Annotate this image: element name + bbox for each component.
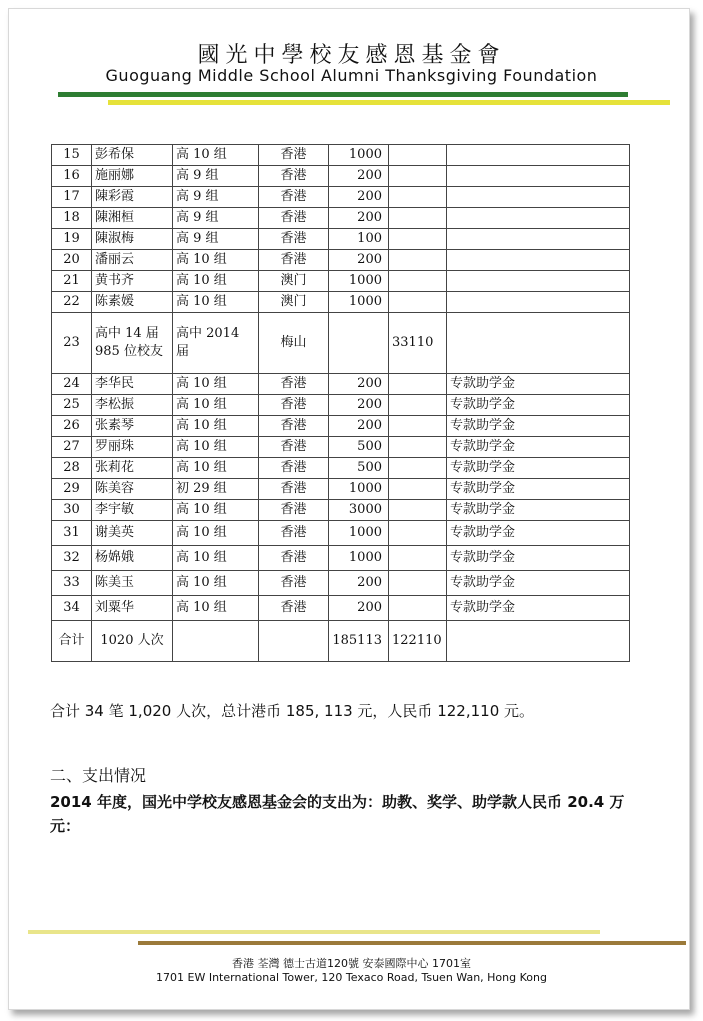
- table-row: [52, 521, 630, 546]
- amount-hkd: 1000: [329, 479, 389, 500]
- donor-name: 张莉花: [92, 458, 173, 479]
- amount-rmb: [389, 596, 447, 621]
- row-number: 20: [52, 250, 92, 271]
- amount-hkd: 200: [329, 596, 389, 621]
- amount-hkd: 200: [329, 208, 389, 229]
- donor-name: 陳彩霞: [92, 187, 173, 208]
- donor-name: 李松振: [92, 395, 173, 416]
- donor-class: 高 10 组: [173, 546, 259, 571]
- amount-hkd: 1000: [329, 546, 389, 571]
- row-number: 34: [52, 596, 92, 621]
- amount-rmb: [389, 571, 447, 596]
- foundation-title-chinese: 國光中學校友感恩基金會: [197, 43, 506, 68]
- table-row: [52, 145, 630, 166]
- note: [447, 187, 630, 208]
- donor-place: 香港: [259, 437, 329, 458]
- donor-name: 杨婂娥: [92, 546, 173, 571]
- address-english: 1701 EW International Tower, 120 Texaco Road, Tsuen Wan, Hong Kong: [156, 971, 547, 984]
- amount-rmb: [389, 250, 447, 271]
- note: 专款助学金: [447, 521, 630, 546]
- table-row: [52, 571, 630, 596]
- note: [447, 229, 630, 250]
- row-number: 21: [52, 271, 92, 292]
- donor-name: 李华民: [92, 374, 173, 395]
- header-green-rule: [58, 92, 628, 97]
- note: 专款助学金: [447, 374, 630, 395]
- amount-hkd: 100: [329, 229, 389, 250]
- amount-hkd: 200: [329, 166, 389, 187]
- note: [447, 271, 630, 292]
- note: [447, 313, 630, 374]
- donor-place: 香港: [259, 250, 329, 271]
- amount-rmb: [389, 479, 447, 500]
- note: 专款助学金: [447, 571, 630, 596]
- note: [447, 166, 630, 187]
- note: 专款助学金: [447, 500, 630, 521]
- donor-place: 香港: [259, 521, 329, 546]
- note: 专款助学金: [447, 479, 630, 500]
- note: 专款助学金: [447, 458, 630, 479]
- donor-class: 高 9 组: [173, 229, 259, 250]
- table-row: [52, 500, 630, 521]
- amount-hkd: 200: [329, 187, 389, 208]
- row-number: 27: [52, 437, 92, 458]
- row-number: 23: [52, 313, 92, 374]
- amount-hkd: 200: [329, 395, 389, 416]
- donor-name: 彭希保: [92, 145, 173, 166]
- amount-hkd: 500: [329, 437, 389, 458]
- donor-class: 高 9 组: [173, 208, 259, 229]
- donor-name: 陳淑梅: [92, 229, 173, 250]
- note: 专款助学金: [447, 546, 630, 571]
- amount-hkd: 200: [329, 416, 389, 437]
- donor-place: 香港: [259, 416, 329, 437]
- donor-class: 高 10 组: [173, 292, 259, 313]
- donor-class: 高 9 组: [173, 187, 259, 208]
- row-number: 22: [52, 292, 92, 313]
- note: [447, 208, 630, 229]
- donor-name: 陈素媛: [92, 292, 173, 313]
- row-number: 17: [52, 187, 92, 208]
- donor-name: 谢美英: [92, 521, 173, 546]
- amount-rmb: [389, 458, 447, 479]
- table-row: [52, 250, 630, 271]
- donor-name: 张素琴: [92, 416, 173, 437]
- donor-name: 陳湘桓: [92, 208, 173, 229]
- total-rmb: 122110: [389, 621, 447, 662]
- donor-name: 刘粟华: [92, 596, 173, 621]
- amount-rmb: [389, 208, 447, 229]
- note: 专款助学金: [447, 437, 630, 458]
- donor-place: 香港: [259, 395, 329, 416]
- row-number: 31: [52, 521, 92, 546]
- amount-rmb: [389, 374, 447, 395]
- donor-name: 高中 14 届 985 位校友: [92, 313, 173, 374]
- amount-hkd: 500: [329, 458, 389, 479]
- note: [447, 250, 630, 271]
- amount-rmb: [389, 187, 447, 208]
- row-number: 28: [52, 458, 92, 479]
- donor-place: 香港: [259, 145, 329, 166]
- table-row: [52, 458, 630, 479]
- amount-rmb: [389, 166, 447, 187]
- donor-place: 香港: [259, 458, 329, 479]
- donor-class: 高 10 组: [173, 374, 259, 395]
- donor-place: 香港: [259, 166, 329, 187]
- donor-name: 潘丽云: [92, 250, 173, 271]
- table-row: [52, 546, 630, 571]
- donor-name: 罗丽珠: [92, 437, 173, 458]
- donor-class: 高 9 组: [173, 166, 259, 187]
- table-row: [52, 437, 630, 458]
- donor-class: 高 10 组: [173, 437, 259, 458]
- table-row: [52, 374, 630, 395]
- table-row: [52, 479, 630, 500]
- note: 专款助学金: [447, 596, 630, 621]
- table-row: [52, 187, 630, 208]
- table-row: [52, 166, 630, 187]
- row-number: 32: [52, 546, 92, 571]
- donor-name: 黄书齐: [92, 271, 173, 292]
- footer-brown-rule: [138, 941, 686, 945]
- table-row: [52, 395, 630, 416]
- donor-class: 高 10 组: [173, 416, 259, 437]
- table-row: [52, 271, 630, 292]
- total-label: 合计: [52, 621, 92, 662]
- amount-hkd: 200: [329, 374, 389, 395]
- donor-class: 高 10 组: [173, 271, 259, 292]
- donor-place: 香港: [259, 546, 329, 571]
- donation-table: [51, 144, 630, 662]
- table-row: [52, 229, 630, 250]
- total-hkd: 185113: [329, 621, 389, 662]
- row-number: 29: [52, 479, 92, 500]
- amount-hkd: 1000: [329, 145, 389, 166]
- amount-rmb: [389, 437, 447, 458]
- amount-hkd: 1000: [329, 292, 389, 313]
- donor-place: 香港: [259, 571, 329, 596]
- donor-class: 高 10 组: [173, 500, 259, 521]
- amount-rmb: [389, 145, 447, 166]
- amount-hkd: 1000: [329, 271, 389, 292]
- amount-hkd: [329, 313, 389, 374]
- amount-hkd: 200: [329, 250, 389, 271]
- row-number: 19: [52, 229, 92, 250]
- donor-place: 香港: [259, 208, 329, 229]
- amount-hkd: 200: [329, 571, 389, 596]
- donor-place: 香港: [259, 187, 329, 208]
- donor-place: 澳门: [259, 271, 329, 292]
- total-count: 1020 人次: [92, 621, 173, 662]
- table-row: [52, 416, 630, 437]
- donor-class: 高 10 组: [173, 521, 259, 546]
- amount-rmb: [389, 546, 447, 571]
- donor-place: 香港: [259, 479, 329, 500]
- total-note-cell: [447, 621, 630, 662]
- note: 专款助学金: [447, 416, 630, 437]
- amount-rmb: [389, 521, 447, 546]
- amount-rmb: [389, 292, 447, 313]
- row-number: 25: [52, 395, 92, 416]
- amount-rmb: [389, 416, 447, 437]
- address-chinese: 香港 荃灣 德士古道120號 安泰國際中心 1701室: [232, 957, 471, 970]
- amount-hkd: 3000: [329, 500, 389, 521]
- donor-place: 香港: [259, 596, 329, 621]
- row-number: 18: [52, 208, 92, 229]
- table-row: [52, 313, 630, 374]
- total-row: [52, 621, 630, 662]
- donor-class: 初 29 组: [173, 479, 259, 500]
- amount-rmb: 33110: [389, 313, 447, 374]
- table-row: [52, 596, 630, 621]
- note: 专款助学金: [447, 395, 630, 416]
- amount-rmb: [389, 271, 447, 292]
- row-number: 33: [52, 571, 92, 596]
- donor-class: 高 10 组: [173, 571, 259, 596]
- donor-place: 梅山: [259, 313, 329, 374]
- donor-name: 施丽娜: [92, 166, 173, 187]
- donor-class: 高 10 组: [173, 145, 259, 166]
- amount-rmb: [389, 500, 447, 521]
- expense-paragraph: 2014 年度，国光中学校友感恩基金会的支出为：助教、奖学、助学款人民币 20.4 万元：: [50, 793, 625, 835]
- note: [447, 292, 630, 313]
- row-number: 26: [52, 416, 92, 437]
- donor-name: 李宇敏: [92, 500, 173, 521]
- donor-class: 高中 2014 届: [173, 313, 259, 374]
- total-place-cell: [259, 621, 329, 662]
- row-number: 16: [52, 166, 92, 187]
- section-heading: 二、支出情况: [50, 766, 147, 785]
- row-number: 24: [52, 374, 92, 395]
- amount-hkd: 1000: [329, 521, 389, 546]
- header-yellow-rule: [108, 100, 670, 105]
- donor-class: 高 10 组: [173, 250, 259, 271]
- donor-class: 高 10 组: [173, 458, 259, 479]
- amount-rmb: [389, 395, 447, 416]
- donor-place: 香港: [259, 229, 329, 250]
- donor-class: 高 10 组: [173, 395, 259, 416]
- donor-place: 香港: [259, 374, 329, 395]
- row-number: 30: [52, 500, 92, 521]
- donor-place: 澳门: [259, 292, 329, 313]
- total-class-cell: [173, 621, 259, 662]
- table-row: [52, 208, 630, 229]
- summary-text: 合计 34 笔 1,020 人次，总计港币 185, 113 元，人民币 122,110 元。: [50, 702, 535, 720]
- note: [447, 145, 630, 166]
- donor-class: 高 10 组: [173, 596, 259, 621]
- donor-place: 香港: [259, 500, 329, 521]
- amount-rmb: [389, 229, 447, 250]
- donor-name: 陈美玉: [92, 571, 173, 596]
- foundation-title-english: Guoguang Middle School Alumni Thanksgiving Foundation: [105, 66, 598, 85]
- table-row: [52, 292, 630, 313]
- row-number: 15: [52, 145, 92, 166]
- footer-yellow-rule: [28, 930, 600, 934]
- donor-name: 陈美容: [92, 479, 173, 500]
